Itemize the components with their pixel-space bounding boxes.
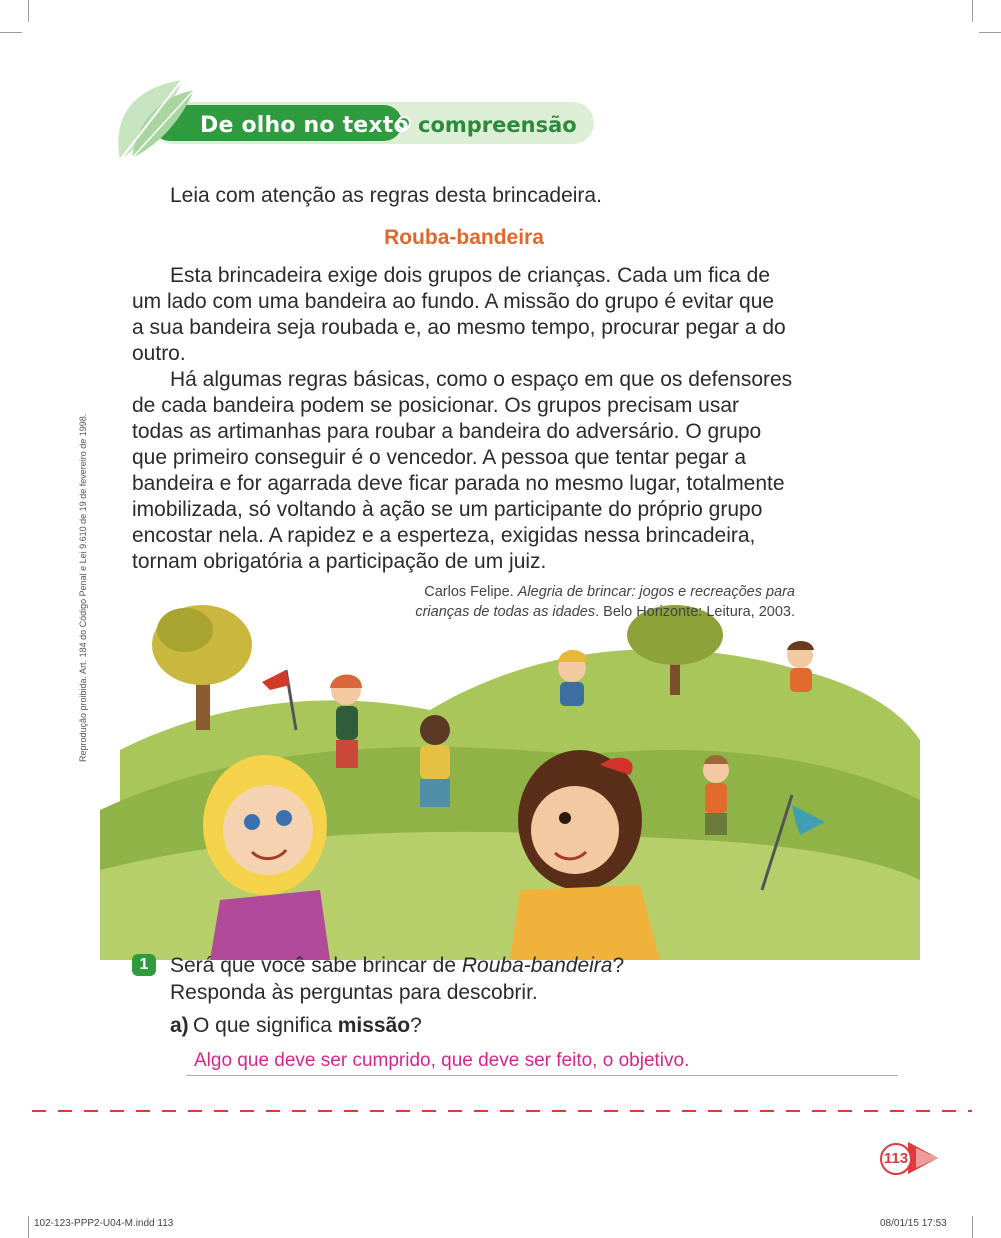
crop-mark — [972, 0, 973, 22]
paragraph-line: bandeira e for agarrada deve ficar parada no mesmo lugar, totalmente — [132, 472, 785, 495]
paragraph-line: um lado com uma bandeira ao fundo. A missão do grupo é evitar que — [132, 290, 775, 313]
question-line-1 — [170, 954, 624, 978]
paragraph-line: todas as artimanhas para roubar a bandeira do adversário. O grupo — [132, 420, 762, 443]
paragraph-line: Esta brincadeira exige dois grupos de crianças. Cada um fica de — [170, 264, 770, 287]
answer-a: Algo que deve ser cumprido, que deve ser feito, o objetivo. — [194, 1050, 690, 1071]
dashed-divider — [32, 1110, 972, 1112]
question-italic: Rouba-bandeira — [461, 954, 613, 977]
section-title: De olho no texto — [200, 113, 409, 138]
source-publisher: . Belo Horizonte: Leitura, 2003. — [595, 604, 795, 620]
paragraph-line: Há algumas regras básicas, como o espaço em que os defensores — [170, 368, 793, 391]
item-a-text: O que significa — [193, 1014, 338, 1037]
question-line-2: Responda às perguntas para descobrir. — [170, 981, 538, 1004]
crop-mark — [28, 0, 29, 22]
reading-title: Rouba-bandeira — [384, 226, 544, 249]
section-subtitle: compreensão — [418, 113, 577, 137]
paragraph-line: a sua bandeira seja roubada e, ao mesmo tempo, procurar pegar a do — [132, 316, 786, 339]
item-a-keyword: missão — [337, 1014, 411, 1037]
source-book-title-cont: crianças de todas as idades — [415, 604, 596, 620]
paragraph-2 — [132, 367, 812, 575]
item-a-question — [193, 1014, 422, 1038]
footer-file: 102-123-PPP2-U04-M.indd 113 — [34, 1218, 174, 1229]
crop-mark — [972, 1216, 973, 1238]
paragraph-1 — [132, 263, 812, 367]
question-number-badge: 1 — [132, 954, 156, 976]
answer-underline — [186, 1075, 898, 1076]
crop-mark — [28, 1216, 29, 1238]
source-citation — [315, 582, 795, 622]
paragraph-line: outro. — [132, 342, 186, 365]
paragraph-line: tornam obrigatória a participação de um juiz. — [132, 550, 547, 573]
question-punct: ? — [612, 954, 625, 977]
children-playing-illustration — [100, 590, 920, 960]
intro-text: Leia com atenção as regras desta brincadeira. — [170, 184, 602, 207]
page-number: 113 — [880, 1143, 912, 1175]
crop-mark — [0, 32, 22, 33]
footer-timestamp: 08/01/15 17:53 — [880, 1218, 947, 1229]
crop-mark — [979, 32, 1001, 33]
item-a-label: a) — [170, 1014, 189, 1037]
source-book-title: Alegria de brincar: jogos e recreações para — [517, 584, 795, 600]
item-a-punct: ? — [410, 1014, 422, 1037]
source-author: Carlos Felipe. — [424, 584, 518, 600]
paragraph-line: encostar nela. A rapidez e a esperteza, exigidas nessa brincadeira, — [132, 524, 756, 547]
copyright-side-note: Reprodução proibida. Art. 184 do Código Penal e Lei 9.610 de 19 de fevereiro de 1998. — [78, 413, 88, 762]
paragraph-line: imobilizada, só voltando à ação se um participante do próprio grupo — [132, 498, 763, 521]
paragraph-line: de cada bandeira podem se posicionar. Os grupos precisam usar — [132, 394, 740, 417]
page-number-block — [872, 1138, 942, 1178]
paragraph-line: que primeiro conseguir é o vencedor. A pessoa que tentar pegar a — [132, 446, 747, 469]
question-text: Será que você sabe brincar de — [170, 954, 462, 977]
